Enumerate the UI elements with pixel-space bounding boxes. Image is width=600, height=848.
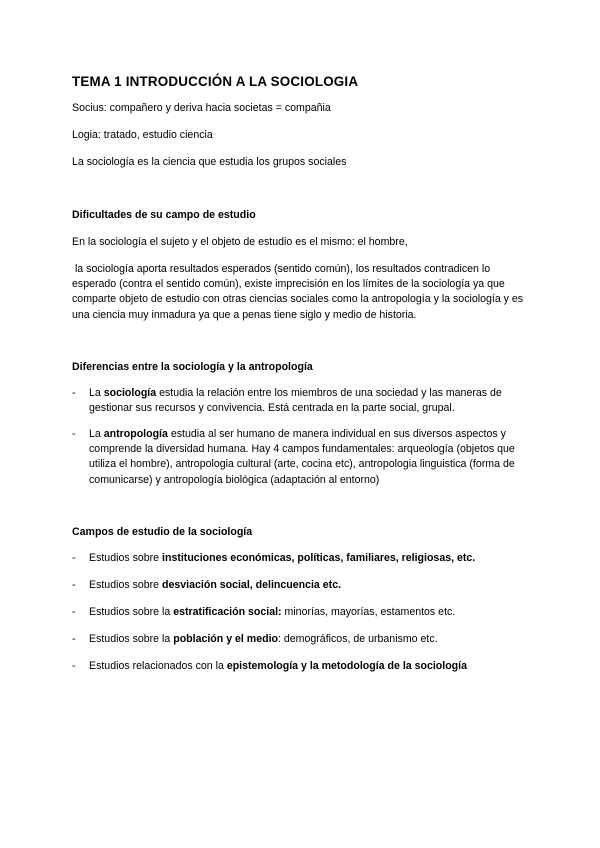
list-item-text <box>89 578 532 593</box>
list-item-text <box>89 386 532 416</box>
section-heading-dificultades: Dificultades de su campo de estudio <box>72 209 256 221</box>
list-item-text <box>89 551 532 566</box>
list-item-epistemologia <box>72 659 532 674</box>
item-text-pre: Estudios sobre la <box>89 633 174 645</box>
intro-definition: La sociología es la ciencia que estudia los grupos sociales <box>72 156 347 168</box>
dash-bullet: - <box>72 552 76 564</box>
list-item-text <box>89 632 532 647</box>
item-text-pre: Estudios sobre la <box>89 606 174 618</box>
list-item-estratificacion <box>72 605 532 620</box>
section-heading-diferencias: Diferencias entre la sociología y la antropología <box>72 361 313 373</box>
dificultades-paragraph-2: la sociología aporta resultados esperados (sentido común), los resultados contradicen lo esperado (contra el sentido común), existe imprecisión en los límites de la sociología ya que comparte objeto de estudio con otras ciencias sociales como la antropología y la sociología y es una ciencia muy inmadura ya que a penas tiene siglo y medio de historia. <box>72 263 527 321</box>
document-title: TEMA 1 INTRODUCCIÓN A LA SOCIOLOGIA <box>72 74 359 89</box>
item-text-bold: antropología <box>103 428 168 440</box>
item-text-pre: Estudios sobre <box>89 552 163 564</box>
item-text-pre: Estudios sobre <box>89 579 163 591</box>
dash-bullet: - <box>72 579 76 591</box>
intro-socius: Socius: compañero y deriva hacia societas = compañia <box>72 102 331 114</box>
dash-bullet: - <box>72 660 76 672</box>
list-item-poblacion <box>72 632 532 647</box>
list-item-desviacion <box>72 578 532 593</box>
list-item-instituciones <box>72 551 532 566</box>
item-text-bold: instituciones económicas, políticas, familiares, religiosas, etc. <box>162 552 476 564</box>
item-text-bold: epistemología y la metodología de la sociología <box>226 660 467 672</box>
item-text-bold: estratificación social: <box>173 606 282 618</box>
dash-bullet: - <box>72 606 76 618</box>
item-text-post: : demográficos, de urbanismo etc. <box>278 633 438 645</box>
item-text-pre: La <box>89 387 104 399</box>
item-text-post: estudia al ser humano de manera individual en sus diversos aspectos y comprende la diversidad humana. Hay 4 campos fundamentales: arqueología (objetos que utiliza el hombre), antropologia cultural (arte, cocina etc), antropologia linguistica (forma de comunicarse) y antropología biológica (adaptación al entorno) <box>89 428 515 486</box>
item-text-pre: La <box>89 428 104 440</box>
list-item-antropologia <box>72 427 532 488</box>
item-text-bold: desviación social, delincuencia etc. <box>162 579 342 591</box>
item-text-post: estudia la relación entre los miembros de una sociedad y las maneras de gestionar sus recursos y convivencia. Está centrada en la parte social, grupal. <box>89 387 502 415</box>
dash-bullet: - <box>72 633 76 645</box>
list-item-text <box>89 605 532 620</box>
dash-bullet: - <box>72 387 76 399</box>
item-text-post: minorías, mayorías, estamentos etc. <box>281 606 456 618</box>
intro-logia: Logia: tratado, estudio ciencia <box>72 129 213 141</box>
dificultades-paragraph-1: En la sociología el sujeto y el objeto de estudio es el mismo: el hombre, <box>72 236 408 248</box>
section-heading-campos: Campos de estudio de la sociología <box>72 526 253 538</box>
item-text-bold: población y el medio <box>173 633 278 645</box>
list-item-text <box>89 427 532 488</box>
list-item-sociologia <box>72 386 532 416</box>
list-item-text <box>89 659 532 674</box>
item-text-pre: Estudios relacionados con la <box>89 660 227 672</box>
dash-bullet: - <box>72 428 76 440</box>
item-text-bold: sociología <box>103 387 157 399</box>
